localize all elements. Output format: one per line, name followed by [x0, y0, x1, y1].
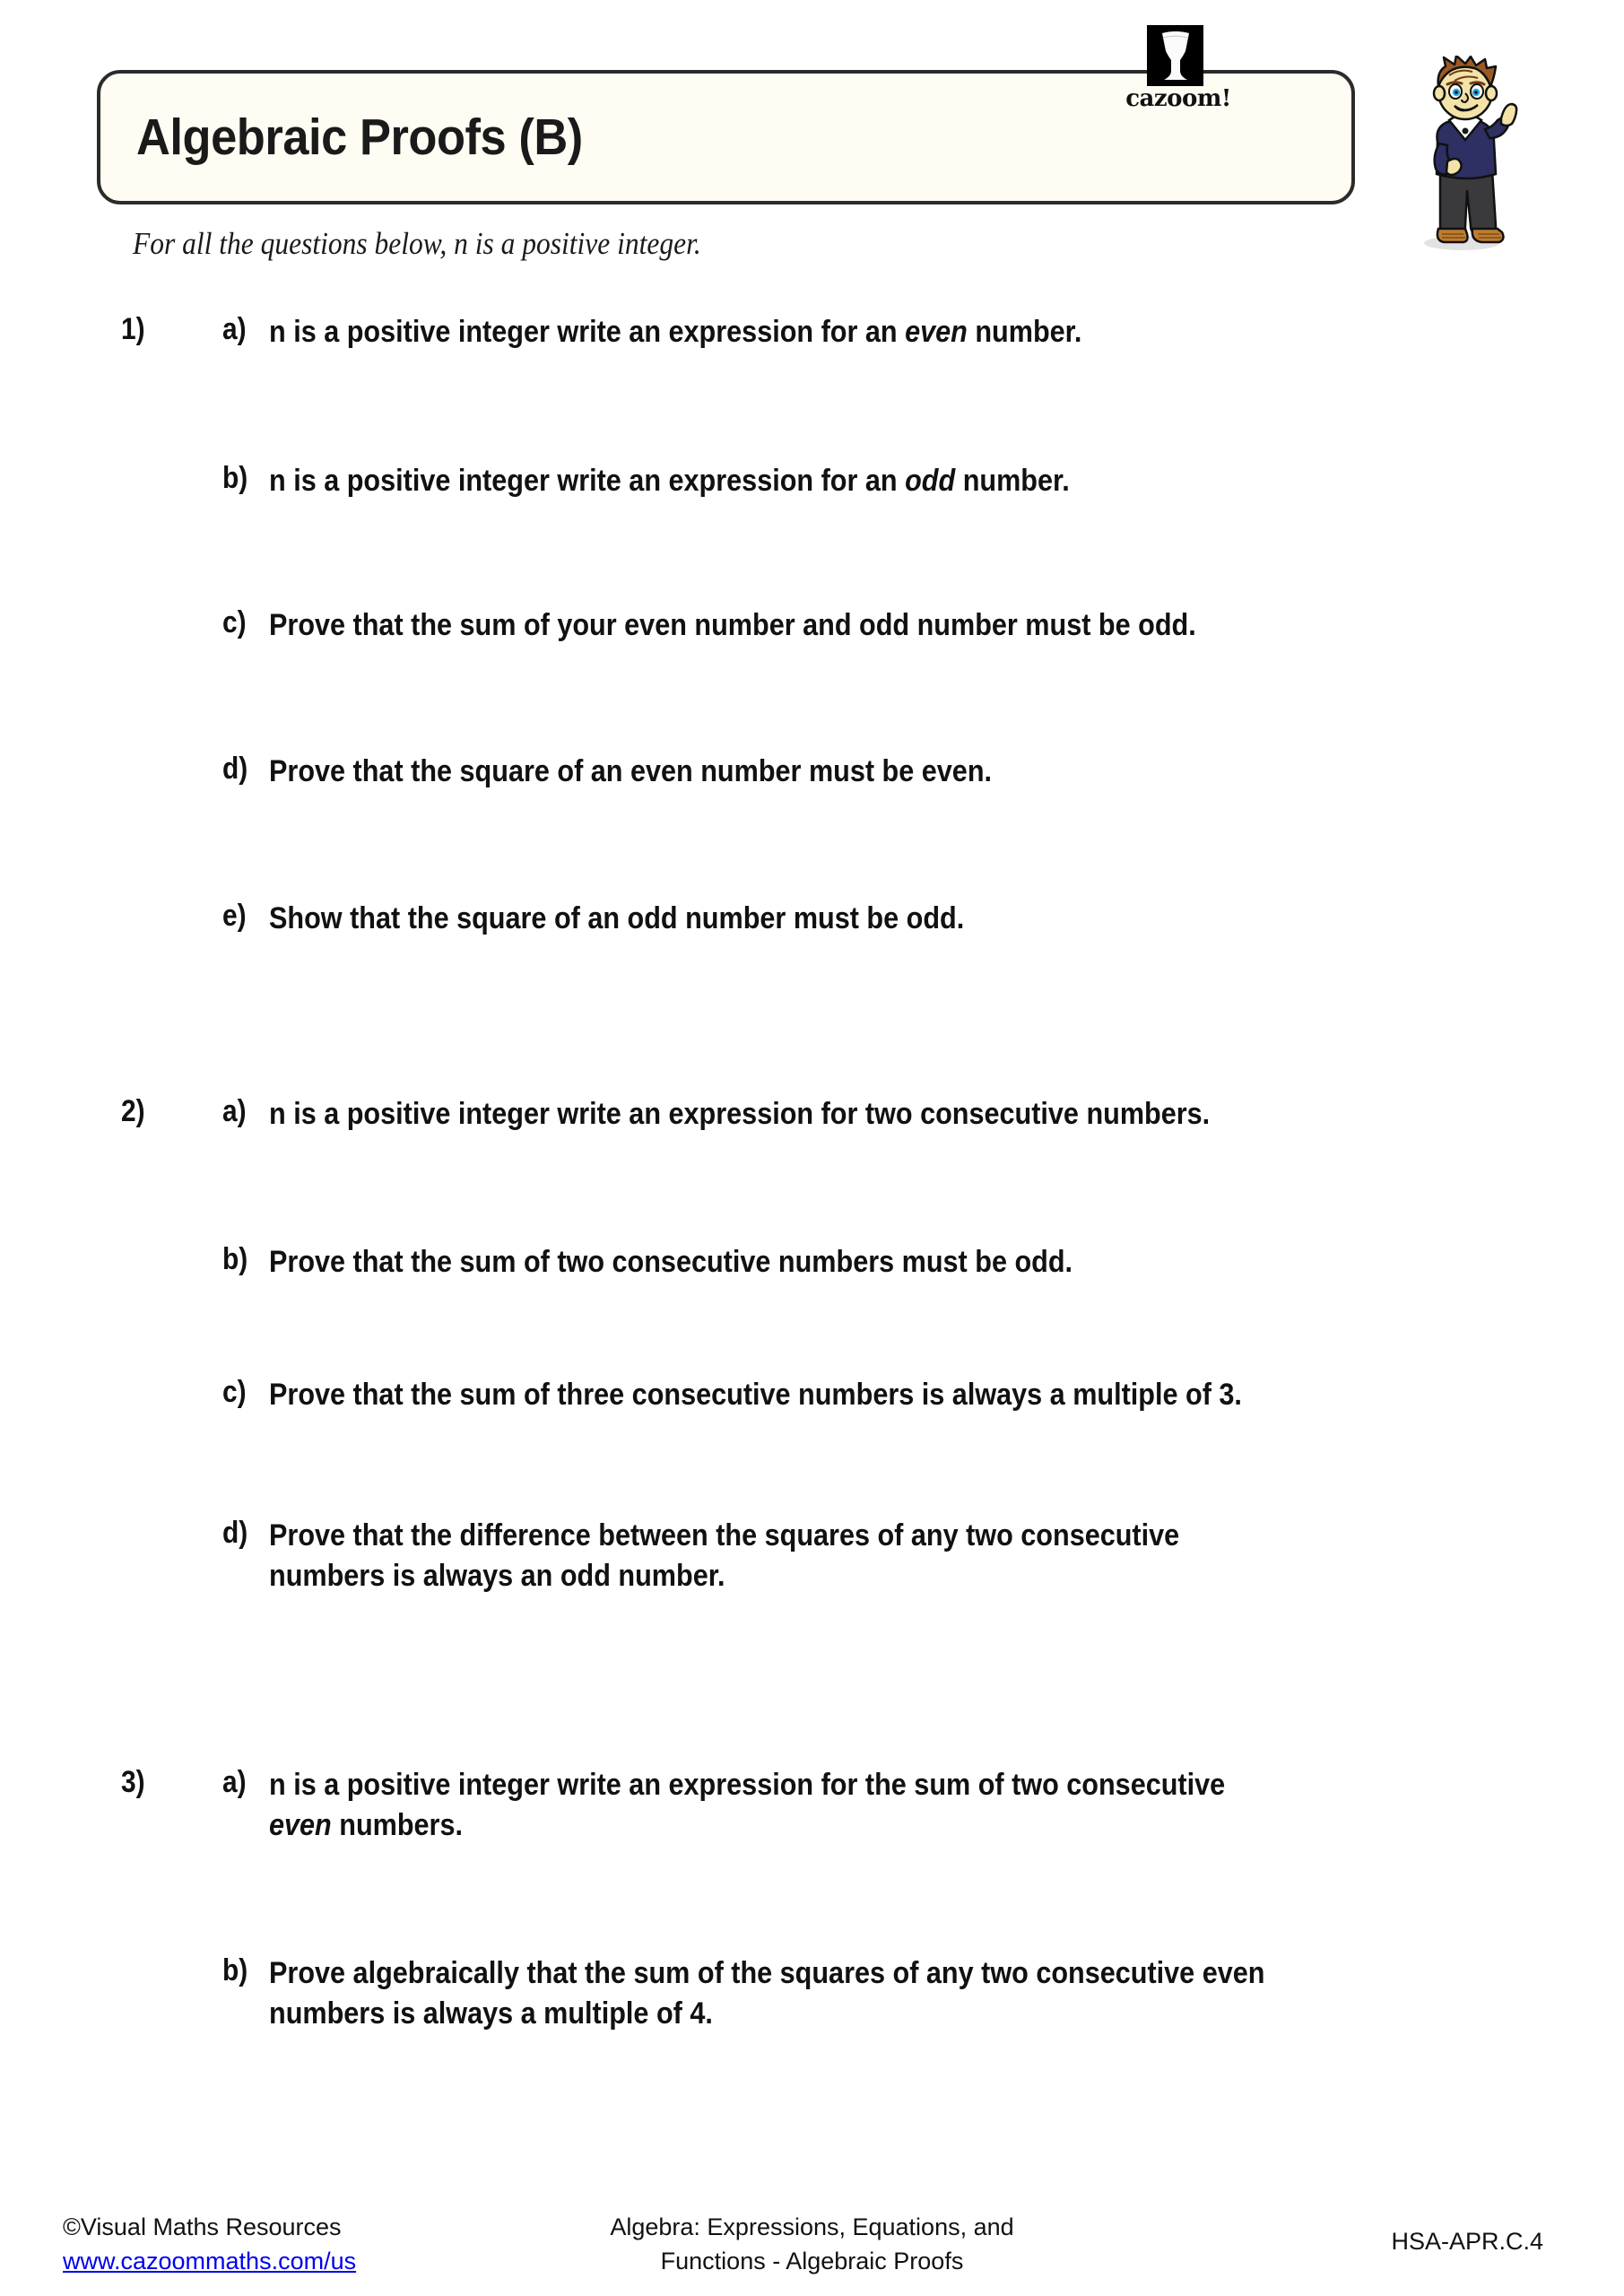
question-text: Prove that the sum of two consecutive numbers must be odd. [269, 1245, 1073, 1279]
question-letter: c) [222, 605, 247, 639]
question-text: Prove that the square of an even number must be even. [269, 754, 993, 788]
question-letter: b) [222, 1242, 248, 1276]
footer-topic-line-2: Functions - Algebraic Proofs [660, 2248, 964, 2274]
footer-topic-block [0, 2210, 1624, 2278]
question-number: 2) [121, 1094, 145, 1128]
logo-wordmark: cazoom! [1125, 85, 1231, 112]
question-text: n is a positive integer write an expression for two consecutive numbers. [269, 1097, 1211, 1131]
question-letter: b) [222, 1953, 248, 1987]
question-letter: b) [222, 461, 248, 495]
question-text: n is a positive integer write an expression for an even number. [269, 315, 1082, 349]
footer-standard-code: HSA-APR.C.4 [1391, 2228, 1543, 2255]
copyright-text: ©Visual Maths Resources [63, 2213, 342, 2240]
page-title: Algebraic Proofs (B) [136, 109, 583, 166]
question-letter: c) [222, 1375, 247, 1409]
question-letter: a) [222, 1765, 247, 1799]
question-text: Show that the square of an odd number must be odd. [269, 901, 965, 935]
intro-instruction: For all the questions below, n is a positive integer. [133, 226, 701, 261]
page-footer [0, 2208, 1624, 2296]
question-letter: e) [222, 899, 247, 933]
question-letter: d) [222, 1516, 248, 1550]
question-letter: a) [222, 312, 247, 346]
question-text: Prove that the sum of your even number and odd number must be odd. [269, 608, 1196, 642]
question-text: Prove that the sum of three consecutive numbers is always a multiple of 3. [269, 1378, 1242, 1412]
question-number: 3) [121, 1765, 145, 1799]
cazoom-website-link[interactable]: www.cazoommaths.com/us [63, 2248, 357, 2274]
question-text: Prove algebraically that the sum of the squares of any two consecutive even numbers is always a multiple of 4. [269, 1956, 1265, 2031]
question-letter: d) [222, 752, 248, 786]
footer-topic-line-1: Algebra: Expressions, Equations, and [610, 2213, 1014, 2240]
question-text: Prove that the difference between the squares of any two consecutive numbers is always an odd number. [269, 1518, 1180, 1593]
question-letter: a) [222, 1094, 247, 1128]
question-text: n is a positive integer write an expression for the sum of two consecutive even numbers. [269, 1768, 1226, 1842]
question-number: 1) [121, 312, 145, 346]
question-text: n is a positive integer write an expression for an odd number. [269, 464, 1070, 498]
